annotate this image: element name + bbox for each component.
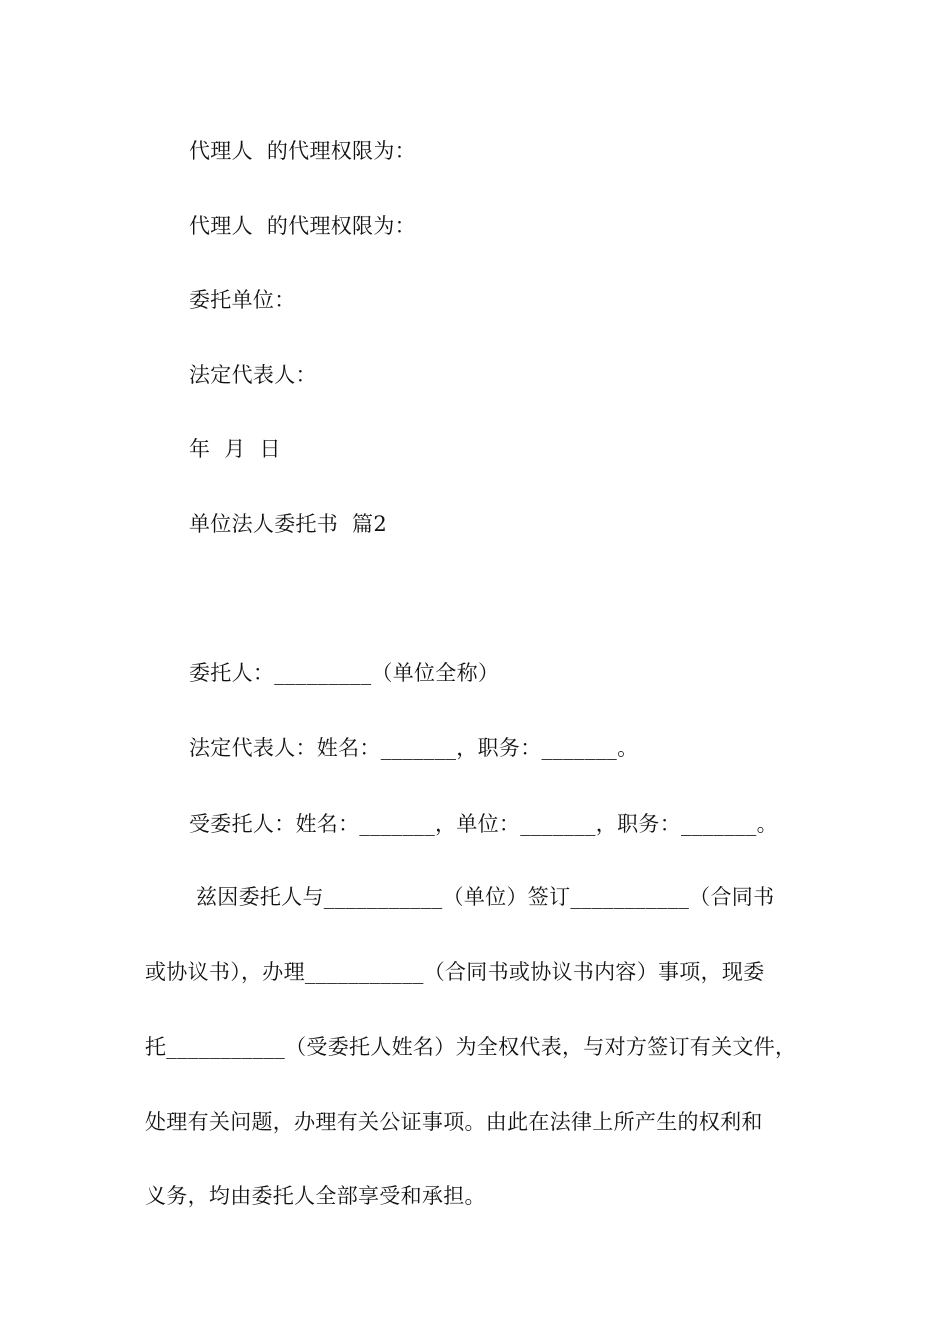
body-paragraph-line-5: 义务，均由委托人全部享受和承担。 xyxy=(145,1184,486,1208)
body-paragraph-line-1: 兹因委托人与___________（单位）签订___________（合同书 xyxy=(189,885,775,909)
agent-authority-line-2: 代理人 的代理权限为： xyxy=(189,214,416,238)
legal-representative-line: 法定代表人： xyxy=(189,363,317,387)
entrusting-unit-line: 委托单位： xyxy=(189,288,296,312)
body-paragraph-line-2: 或协议书），办理___________（合同书或协议书内容）事项，现委 xyxy=(145,960,765,984)
agent-authority-line-1: 代理人 的代理权限为： xyxy=(189,139,416,163)
agent-info-line: 受委托人：姓名：_______，单位：_______，职务：_______。 xyxy=(189,812,778,836)
principal-line: 委托人：_________（单位全称） xyxy=(189,661,500,685)
legal-rep-name-position-line: 法定代表人：姓名：_______，职务：_______。 xyxy=(189,736,639,760)
section-heading: 单位法人委托书 篇2 xyxy=(189,512,388,536)
date-line: 年 月 日 xyxy=(189,437,281,461)
body-paragraph-line-4: 处理有关问题，办理有关公证事项。由此在法律上所产生的权利和 xyxy=(145,1110,763,1134)
body-paragraph-line-3: 托___________（受委托人姓名）为全权代表，与对方签订有关文件， xyxy=(145,1035,797,1059)
